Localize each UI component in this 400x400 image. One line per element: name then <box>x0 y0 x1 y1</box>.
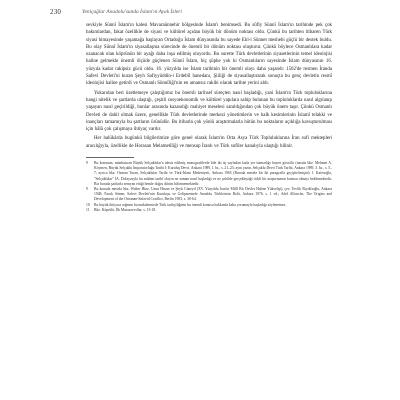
paragraph-text: Her halükârda bugünkü bilgilerimize göre genel olarak İslam'ın Orta Asya Türk Topluluklarına İran sufi mektepleri aracılığıyla, özellikle de Horasan Melametîliği ve mensup İranlı ve Türk sufiler kanalıyla ulaştığı bilinir. <box>86 136 332 149</box>
footnote <box>86 187 332 203</box>
page-number: 230 <box>50 8 62 16</box>
footnote-number: 10 <box>86 202 90 207</box>
page-header <box>0 0 400 22</box>
footnote-text: Bu konunun, münhasıran Büyük Selçuklular'a tahsis edilmiş monografilerde bile iki üç sayfadan fazla yer tutmadığı hayret göstrilir (nasula bkz. Mehmet A. Köymen, Büyük Selçuklu İmparatorluğu Tarihi I: Kuruluş Devri, Ankara 1989, I. bs., s. 21–23; aynı yazar, Selçuklu Devri Türk Tarihi, Ankara 1989, 3. bs., s. 5–7; ayrıca bkz. Osman Turan, Selçuklular Tarihi ve Türk-İslam Medeniyeti, Ankara 1965 (Burada mesele bir iki paragrafla geçiştirilmiştir); I. Kafesoğlu, "Selçuklular" İA. Dolayısıyla bu mühim tarihî olayın ne zaman nasıl başladığı ve ne şekilde gerçekleştiği ciddi bir araştırmanın konusu olmayı beklemektedir. Biz burada şartlarla zemyan ettiği hemle doğru dürüst bilinmemektedir. <box>94 161 332 186</box>
paragraph-text: sevkiyle Sünnî İslam'ın kalesi Mavaraünnehir bölgesinde İslam'ı benimsedi. Bu sûfiy Sünnî İslam'ın tarihinde pek çok bakımlardan, fakat özellikle de siyasi ve kültürel açıdan büyük bir dönüm noktası oldu. Çünkü bu tarihten itibaren Türk siyasi himayesinde yaşamağa başlayan Ortadoğu İslam dünyasında bu sayede Ehl-i Sünnet meshebi güçlü bir destek buldu. Bu olay Sünnî İslam'ın siyasallaşma sürecinde de önemli bir dönüm noktası oluşturur. Çünkü böylece Osmanlılara kadar uzanacak olan köprünün bir ayağı daha inşa edilmiş oluyordu. Bu surette Türk devletlerinin siyasetlerinin temel ideolojisi haline gelmekle önemli ölçüde güçlenen Sünnî İslam, hiç şüphe yok ki Osmanlıların sayesinde İslam dünyasının 16. yüzyıla kadar rakipsiz gücü oldu. 16. yüzyılda ise İslam tarihinin bir önemli olayı daha yaşandı: 1502'de resmen İranda Safevi Devleti'ni kuran Şeyh Safiyyüddin-i Erdebîl hanedanı, Şiiliği de siyasallaştırarak sonuçta bu genç devletin resmî ideolojisi haline getirdi ve Osmanlı Sünnîliği'nin en amansız rakibi olarak tarihte yerini aldı. <box>86 23 332 87</box>
running-head: Yeniçağlar Anadolu'sunda İslam'ın Ayak İzleri <box>82 9 182 15</box>
footnote-separator <box>86 157 134 158</box>
footnote-number: 11 <box>86 207 90 212</box>
footnotes <box>86 161 332 213</box>
footnote-number: 9 <box>86 187 88 192</box>
body-paragraph-2 <box>86 90 332 134</box>
paragraph-text: Yukarıdan beri özetlemeye çalıştığımız bu önemli tarihsel süreçten nasıl başladığı, yani İslam'ın Türk topluluklarına hangi nitelik ve şartlarda ulaştığı, çeşitli sosyoekonomik ve kültürel yapılara sahip bulunan bu topluluklarda nasıl algılanıp yaşayan nasıl geçirildiği, bunlar arasında kazandığı mahiyet meselesi sanıldığından çok büyük önem taşır. Çünkü Osmanlı Devleti de dahil olmak üzere, genellikle Türk devletlerinde merkezi yönetimlerin ve halk kesimlerinin İslamî telakki ve inançları tamamıyla bu şartların ürünüdür. Bu itibarla çok yönlü araştırmalarla bütün bu noktaların açıklığa kavuşturulması için hâlâ çok çalışmaya ihtiyaç vardır. <box>86 90 332 133</box>
footnote <box>86 208 332 213</box>
body-paragraph-3 <box>86 135 332 150</box>
footnote-text: Bkz. Köprülü, İlk Mutasavvıflar, s. 13-18. <box>94 207 157 212</box>
footnote <box>86 161 332 187</box>
footnote-text: Bu büyük ihtiyaca rağmen bu makalemizde Türk tarihçiliğinin bu önemli konusu hakkında kaba yorumayla başladığı söylenemez. <box>94 202 287 207</box>
footnote-text: Bu konuda mesela bkz. Walter Hinz, Uzun Hasan ve Şeyh Cüneyd (XV. Yüzyılda İran'ın Millî Bir Devlet Haline Yükselişi), çev. Tevfik Bıyıklıoğlu, Ankara 1948; Faruk Sümer, Safevi Devleti'nin Kuruluşu ve Gelişmesinde Anadolu Türklerinin Rolü, Ankara 1976, s. 1 vd.; Adel Allouche, The Origins and Development of the Ottoman-Safavid Conflict, Berlin 1983, s. 30-64. <box>94 187 332 202</box>
body-paragraph-1 <box>86 22 332 88</box>
footnote-number: 9 <box>86 161 88 166</box>
page-content <box>86 22 332 213</box>
